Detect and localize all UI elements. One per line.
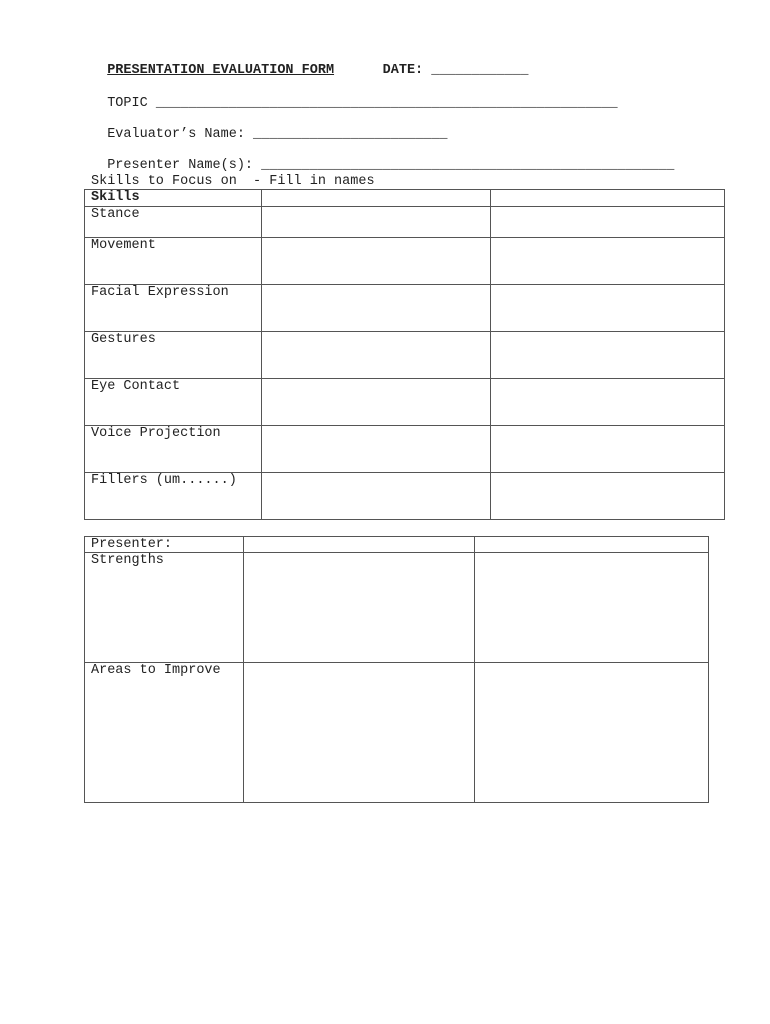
rating-cell[interactable] <box>261 238 491 285</box>
skills-header-row <box>85 190 725 207</box>
comment-cell[interactable] <box>475 553 709 663</box>
skills-header: Skills <box>85 190 262 207</box>
rating-cell[interactable] <box>491 473 725 520</box>
rating-cell[interactable] <box>491 426 725 473</box>
rating-cell[interactable] <box>491 379 725 426</box>
skills-table <box>84 189 725 520</box>
rating-cell[interactable] <box>261 285 491 332</box>
presenter-names-row <box>91 143 674 173</box>
rating-cell[interactable] <box>261 473 491 520</box>
presenter-names-label: Presenter Name(s): <box>107 158 254 173</box>
evaluator-label: Evaluator’s Name: <box>107 127 245 142</box>
rating-cell[interactable] <box>261 332 491 379</box>
table-row <box>85 379 725 426</box>
presenter-header-row <box>85 537 709 553</box>
name-header-cell[interactable] <box>261 190 491 207</box>
evaluator-field[interactable]: ________________________ <box>253 127 448 142</box>
table-row <box>85 663 709 803</box>
rating-cell[interactable] <box>491 332 725 379</box>
skill-label: Fillers (um......) <box>85 473 262 520</box>
topic-label: TOPIC <box>107 96 148 111</box>
presenter-table <box>84 536 709 803</box>
comment-cell[interactable] <box>243 553 475 663</box>
skill-label: Voice Projection <box>85 426 262 473</box>
form-title: PRESENTATION EVALUATION FORM <box>107 63 335 78</box>
presenter-header: Presenter: <box>85 537 244 553</box>
presenter-names-field[interactable]: ___________________________________________________ <box>261 158 675 173</box>
strengths-label: Strengths <box>85 553 244 663</box>
rating-cell[interactable] <box>491 238 725 285</box>
skill-label: Stance <box>85 207 262 238</box>
rating-cell[interactable] <box>491 207 725 238</box>
topic-field[interactable]: _________________________________________________________ <box>155 96 618 111</box>
table-row <box>85 285 725 332</box>
presenter-name-cell[interactable] <box>243 537 475 553</box>
skill-label: Facial Expression <box>85 285 262 332</box>
table-row <box>85 332 725 379</box>
topic-row <box>91 81 618 111</box>
rating-cell[interactable] <box>261 207 491 238</box>
table-row <box>85 207 725 238</box>
evaluator-row <box>91 112 447 142</box>
rating-cell[interactable] <box>261 426 491 473</box>
table-row <box>85 553 709 663</box>
table-row <box>85 426 725 473</box>
comment-cell[interactable] <box>475 663 709 803</box>
skill-label: Movement <box>85 238 262 285</box>
rating-cell[interactable] <box>491 285 725 332</box>
date-label: DATE: <box>382 63 424 78</box>
form-header <box>91 48 529 78</box>
skills-intro: Skills to Focus on - Fill in names <box>91 174 375 189</box>
improve-label: Areas to Improve <box>85 663 244 803</box>
skill-label: Eye Contact <box>85 379 262 426</box>
rating-cell[interactable] <box>261 379 491 426</box>
name-header-cell[interactable] <box>491 190 725 207</box>
presenter-name-cell[interactable] <box>475 537 709 553</box>
skill-label: Gestures <box>85 332 262 379</box>
date-field[interactable]: ____________ <box>431 63 529 78</box>
comment-cell[interactable] <box>243 663 475 803</box>
table-row <box>85 238 725 285</box>
table-row <box>85 473 725 520</box>
